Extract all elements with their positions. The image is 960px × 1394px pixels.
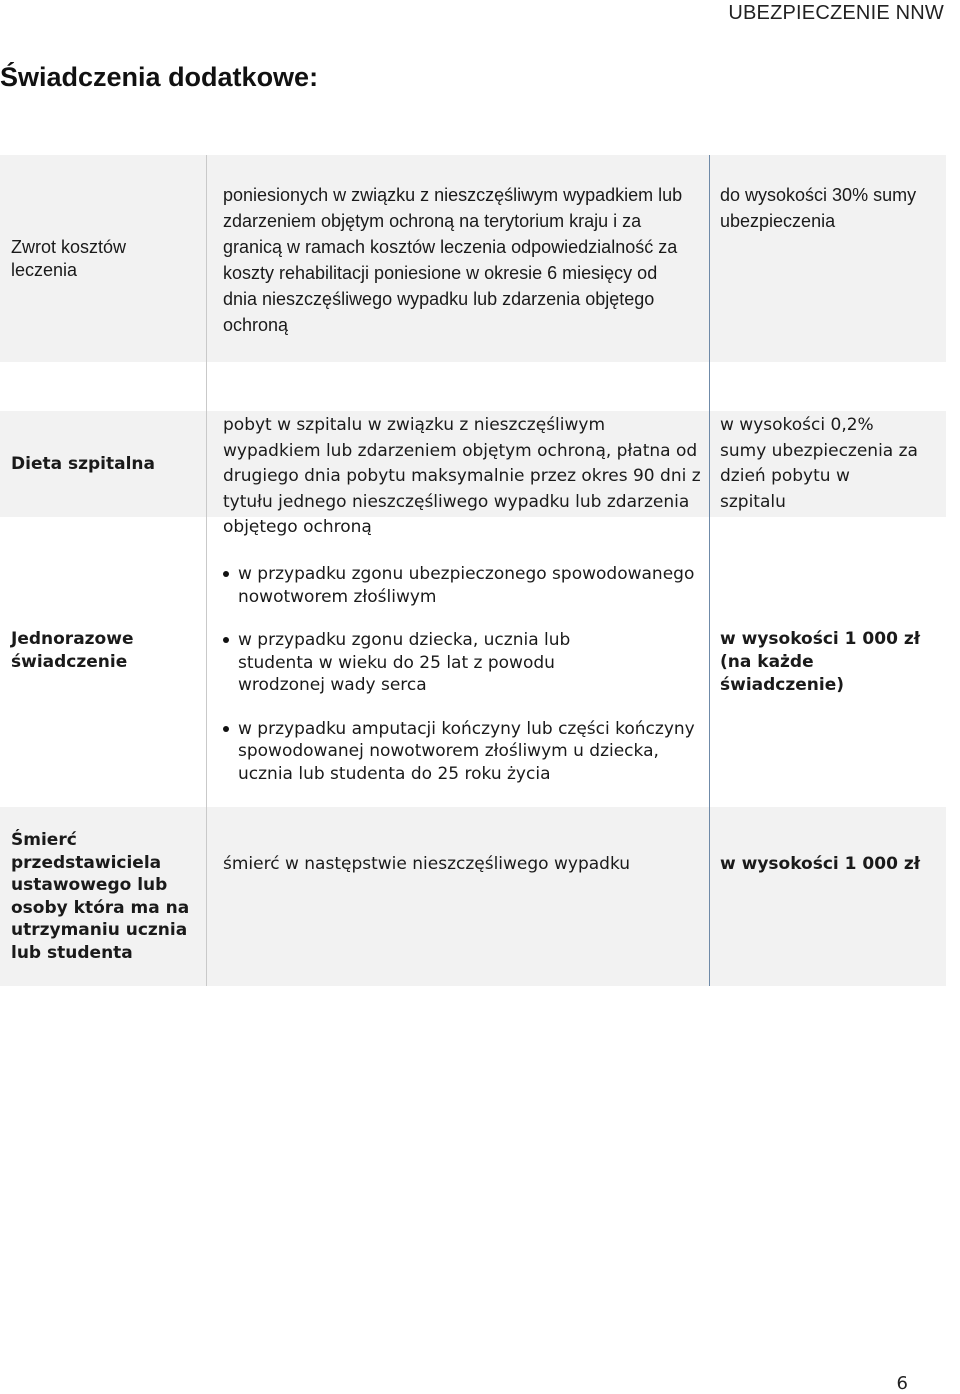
page-title: Świadczenia dodatkowe: (0, 62, 319, 92)
bullet-item (223, 629, 701, 697)
bullet-icon (223, 637, 229, 643)
row-label-text: Zwrot kosztów leczenia (11, 237, 127, 280)
table-row-hospital-allowance (0, 411, 946, 537)
bullet-icon (223, 726, 229, 732)
document-header: UBEZPIECZENIE NNW (728, 2, 944, 24)
row-amount (710, 413, 946, 515)
table-row-treatment-costs (0, 155, 946, 362)
row-description: poniesionych w związku z nieszczęśliwym wypadkiem lub zdarzeniem objętym ochroną na terytorium kraju i za granicą w ramach kosztów leczenia odpowiedzialność za koszty rehabilitacji poniesione w okresie 6 miesięcy od dnia nieszczęśliwego wypadku lub zdarzenia objętego ochroną (223, 185, 683, 335)
bullet-item (223, 563, 701, 608)
page-number: 6 (896, 1373, 908, 1394)
bullet-text: w przypadku zgonu dziecka, ucznia lub studenta w wieku do 25 lat z powodu wrodzonej wady serca (238, 630, 571, 695)
benefit-bullets (223, 563, 701, 785)
row-description: śmierć w następstwie nieszczęśliwego wypadku (223, 854, 631, 874)
row-amount-text: w wysokości 1 000 zł (na każde świadczenie) (720, 629, 921, 695)
bullet-text: w przypadku amputacji kończyny lub części kończyny spowodowanej nowotworem złośliwym u dziecka, ucznia lub studenta do 25 roku życia (238, 718, 695, 784)
row-label (0, 829, 206, 964)
row-amount (710, 182, 946, 234)
bullet-icon (223, 571, 229, 577)
row-label-text: Śmierć przedstawiciela ustawowego lub osoby która ma na utrzymaniu ucznia lub studenta (11, 830, 190, 963)
bullet-item (223, 718, 701, 786)
column-divider-right (709, 155, 710, 986)
row-amount-text: w wysokości 0,2% sumy ubezpieczenia za dzień pobytu w szpitalu (720, 415, 918, 512)
column-divider-left (206, 155, 207, 986)
row-label-text: Jednorazowe świadczenie (11, 629, 134, 672)
row-bullet-list (207, 563, 709, 806)
table-row-one-time-benefit (0, 517, 946, 807)
bullet-text: w przypadku zgonu ubezpieczonego spowodowanego nowotworem złośliwym (238, 564, 695, 607)
row-label: Dieta szpitalna (11, 454, 155, 474)
table-row-guardian-death (0, 807, 946, 986)
row-amount-text: do wysokości 30% sumy ubezpieczenia (720, 185, 917, 231)
row-description: pobyt w szpitalu w związku z nieszczęśliwym wypadkiem lub zdarzeniem objętym ochroną, płatna od drugiego dnia pobytu maksymalnie przez okres 90 dni z tytułu jednego nieszczęśliwego wypadku lub zdarzenia objętego ochroną (223, 415, 701, 537)
row-label (0, 236, 206, 282)
row-amount: w wysokości 1 000 zł (720, 854, 921, 874)
row-label (0, 628, 206, 674)
row-amount (710, 628, 946, 697)
